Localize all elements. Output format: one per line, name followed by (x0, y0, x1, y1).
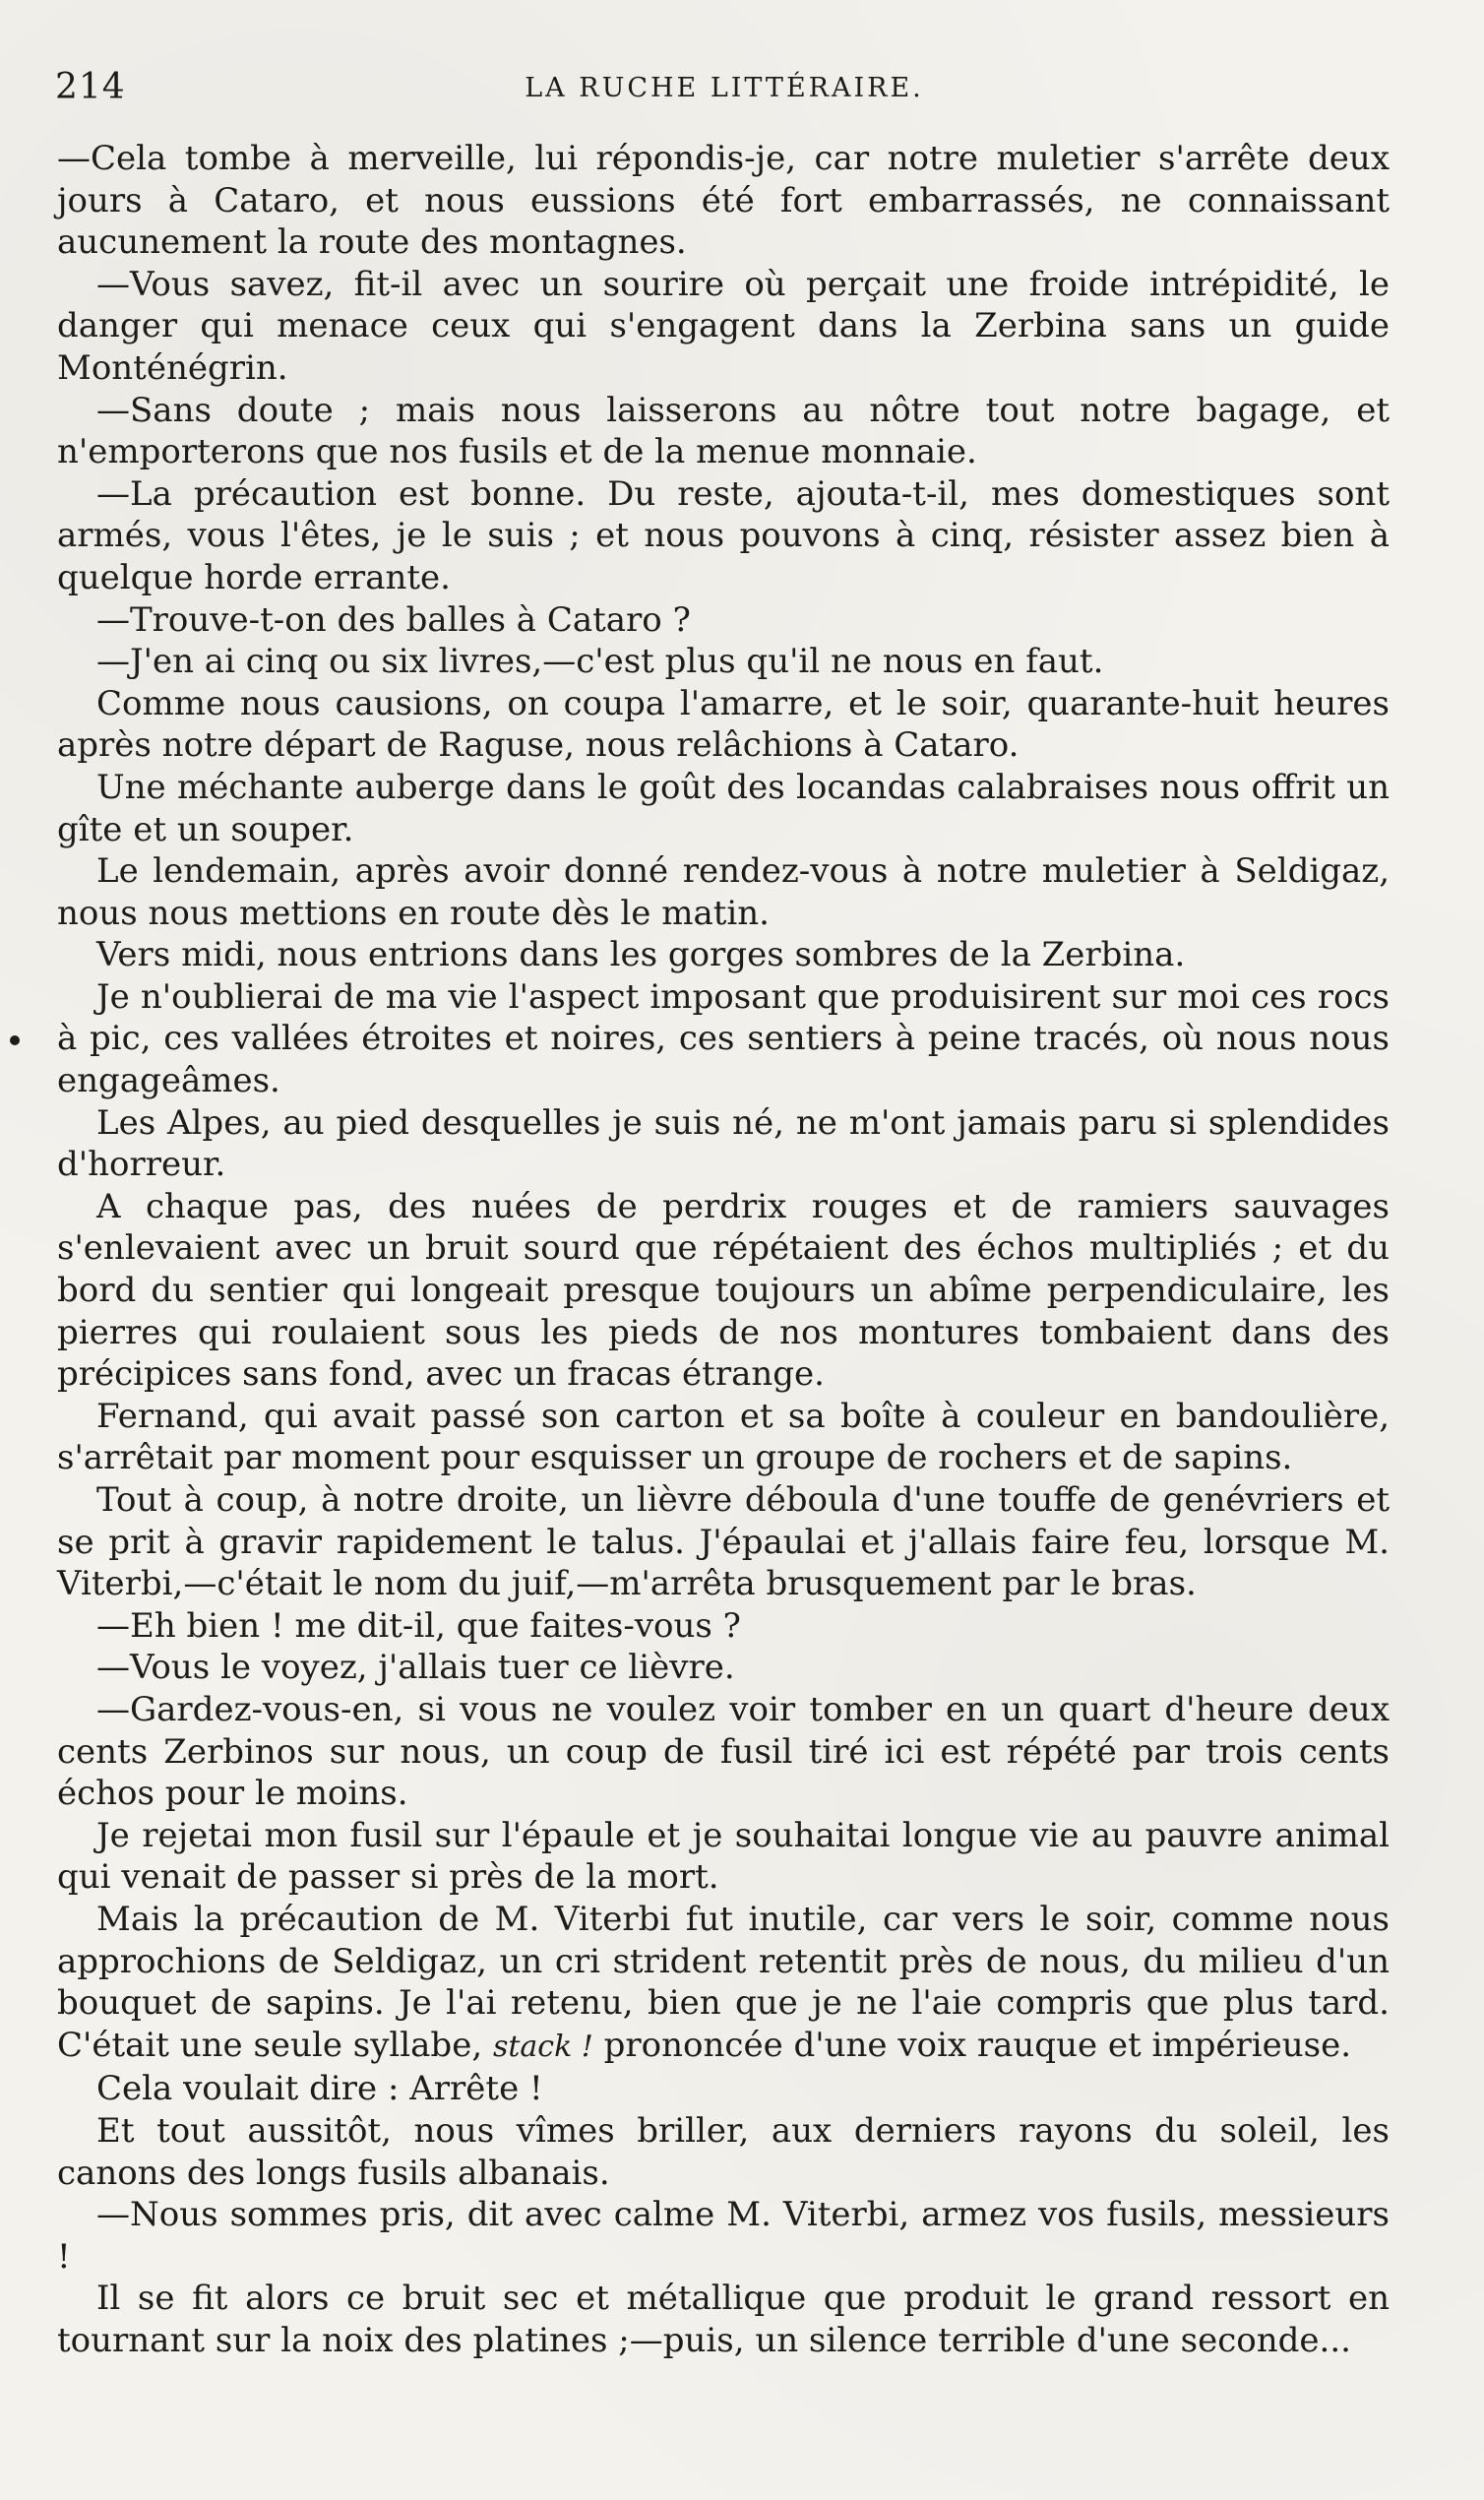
paragraph: —J'en ai cinq ou six livres,—c'est plus qu'il ne nous en faut. (96, 642, 1104, 682)
paragraph: —La précaution est bonne. Du reste, ajouta-t-il, mes domestiques sont armés, vous l'êtes, je le suis ; et nous pouvons à cinq, résister assez bien à quelque horde errante. (57, 473, 1390, 597)
paragraph: Je n'oublierai de ma vie l'aspect imposant que produisirent sur moi ces rocs à pic, ces vallées étroites et noires, ces sentiers à peine tracés, où nous nous engageâmes. (57, 976, 1390, 1101)
paragraph: Il se fit alors ce bruit sec et métallique que produit le grand ressort en tournant sur la noix des platines ;—puis, un silence terrible d'une seconde... (57, 2279, 1390, 2360)
margin-bullet-mark (10, 1035, 20, 1045)
paragraph: Comme nous causions, on coupa l'amarre, et le soir, quarante-huit heures après notre départ de Raguse, nous relâchions à Cataro. (57, 683, 1390, 766)
paragraph: Tout à coup, à notre droite, un lièvre déboula d'une touffe de genévriers et se prit à gravir rapidement le talus. J'épaulai et j'allais faire feu, lorsque M. Viterbi,—c'était le nom du juif,—m'arrêta brusquement par le bras. (57, 1480, 1390, 1604)
running-title: LA RUCHE LITTÉRAIRE. (525, 73, 924, 103)
page-number: 214 (55, 67, 126, 107)
paragraph: —Eh bien ! me dit-il, que faites-vous ? (96, 1605, 741, 1646)
body-text (57, 138, 1390, 2361)
italic-word: stack ! (492, 2029, 593, 2064)
paragraph: Cela voulait dire : Arrête ! (96, 2069, 543, 2109)
paragraph: —Cela tombe à merveille, lui répondis-je, car notre muletier s'arrête deux jours à Cataro, et nous eussions été fort embarrassés, ne connaissant aucunement la route des montagnes. (57, 139, 1390, 263)
paragraph: —Trouve-t-on des balles à Cataro ? (96, 599, 691, 640)
paragraph: Et tout aussitôt, nous vîmes briller, aux derniers rayons du soleil, les canons des longs fusils albanais. (57, 2110, 1390, 2193)
paragraph: —Gardez-vous-en, si vous ne voulez voir tomber en un quart d'heure deux cents Zerbinos sur nous, un coup de fusil tiré ici est répété par trois cents échos pour le moins. (57, 1689, 1390, 1814)
paragraph: A chaque pas, des nuées de perdrix rouges et de ramiers sauvages s'enlevaient avec un bruit sourd que répétaient des échos multipliés ; et du bord du sentier qui longeait presque toujours un abîme perpendiculaire, les pierres qui roulaient sous les pieds de nos montures tombaient dans des précipices sans fond, avec un fracas étrange. (57, 1186, 1390, 1395)
paragraph: —Nous sommes pris, dit avec calme M. Viterbi, armez vos fusils, messieurs ! (57, 2195, 1390, 2277)
paragraph: Le lendemain, après avoir donné rendez-vous à notre muletier à Seldigaz, nous nous mettions en route dès le matin. (57, 851, 1390, 933)
paragraph: Une méchante auberge dans le goût des locandas calabraises nous offrit un gîte et un souper. (57, 767, 1390, 849)
paragraph: —Vous savez, fit-il avec un sourire où perçait une froide intrépidité, le danger qui menace ceux qui s'engagent dans la Zerbina sans un guide Monténégrin. (57, 264, 1390, 388)
paragraph: Les Alpes, au pied desquelles je suis né, ne m'ont jamais paru si splendides d'horreur. (57, 1102, 1390, 1185)
paragraph: —Sans doute ; mais nous laisserons au nôtre tout notre bagage, et n'emporterons que nos fusils et de la menue monnaie. (57, 390, 1390, 472)
paragraph: —Vous le voyez, j'allais tuer ce lièvre. (96, 1648, 735, 1688)
paragraph: Fernand, qui avait passé son carton et sa boîte à couleur en bandoulière, s'arrêtait par moment pour esquisser un groupe de rochers et de sapins. (57, 1396, 1390, 1478)
paragraph: Je rejetai mon fusil sur l'épaule et je souhaitai longue vie au pauvre animal qui venait de passer si près de la mort. (57, 1815, 1390, 1898)
paragraph: Vers midi, nous entrions dans les gorges sombres de la Zerbina. (96, 935, 1186, 975)
page-header (55, 61, 1393, 120)
paragraph: Mais la précaution de M. Viterbi fut inutile, car vers le soir, comme nous approchions de Seldigaz, un cri strident retentit près de nous, du milieu d'un bouquet de sapins. Je l'ai retenu, bien que je ne l'aie compris que plus tard. C'était une seule syllabe, stack ! prononcée d'une voix rauque et impérieuse. (57, 1899, 1390, 2065)
